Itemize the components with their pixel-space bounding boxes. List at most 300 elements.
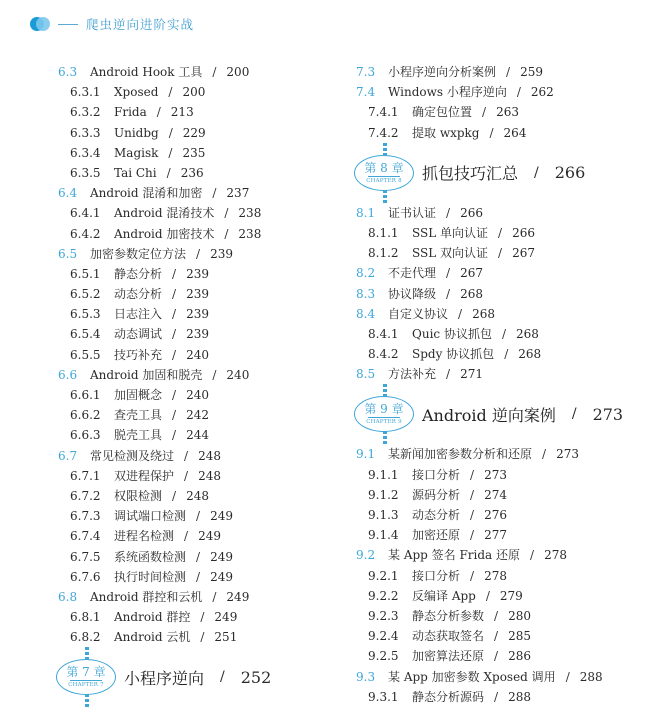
toc-left-column (58, 62, 338, 707)
entry-number: 6.7 (58, 448, 78, 463)
chapter-badge-label: 第 8 章 (364, 160, 404, 175)
entry-number: 9.1.4 (368, 528, 399, 543)
chapter-badge (354, 155, 414, 191)
toc-subsection-entry[interactable] (356, 687, 656, 707)
separator: / (446, 367, 451, 382)
entry-number: 9.2.2 (368, 588, 399, 603)
toc-subsection-entry[interactable] (58, 425, 338, 445)
entry-page: 200 (182, 85, 206, 100)
entry-number: 6.8.2 (70, 630, 101, 645)
entry-page: 278 (484, 568, 507, 583)
separator: / (200, 610, 205, 625)
toc-subsection-entry[interactable] (356, 465, 656, 485)
separator: / (458, 306, 463, 321)
entry-page: 249 (210, 549, 233, 564)
separator: / (494, 649, 499, 664)
separator: / (168, 85, 173, 100)
entry-page: 248 (198, 468, 221, 483)
toc-section-entry[interactable] (356, 284, 656, 304)
entry-number: 8.4 (356, 306, 376, 321)
entry-number: 6.5.1 (70, 266, 101, 281)
separator: / (470, 487, 475, 502)
toc-subsection-entry[interactable] (58, 284, 338, 304)
entry-number: 8.4.2 (368, 347, 399, 362)
entry-page: 276 (484, 508, 507, 522)
entry-number: 6.3 (58, 65, 78, 79)
separator: / (482, 105, 487, 120)
separator: / (498, 246, 503, 261)
chapter-title: 抓包技巧汇总 (422, 164, 519, 184)
entry-page: 249 (210, 509, 233, 524)
entry-title: 双进程保护 (114, 468, 175, 483)
entry-number: 8.1 (356, 205, 376, 220)
entry-number: 8.5 (356, 367, 376, 382)
chapter-page: 266 (554, 163, 586, 183)
entry-title: 加密参数定位方法 (90, 246, 187, 261)
entry-page: 259 (520, 65, 543, 79)
entry-number: 8.3 (356, 286, 376, 301)
toc-section-entry[interactable] (356, 82, 656, 102)
entry-page: 242 (186, 408, 209, 423)
entry-page: 273 (484, 467, 507, 482)
entry-title: Android 混淆和加密 (90, 186, 203, 201)
separator: / (172, 388, 177, 402)
entry-title: 进程名检测 (114, 529, 175, 544)
separator: / (470, 467, 475, 482)
toc-subsection-entry[interactable] (58, 163, 338, 183)
entry-number: 6.6.2 (70, 408, 101, 423)
dotted-connector-icon (383, 431, 387, 444)
entry-title: Spdy 协议抓包 (412, 347, 495, 362)
toc-section-entry[interactable] (356, 545, 656, 565)
entry-number: 9.1 (356, 447, 376, 462)
entry-title: 动态调试 (114, 327, 163, 342)
separator: / (534, 164, 539, 181)
toc-subsection-entry[interactable] (58, 405, 338, 425)
toc-subsection-entry[interactable] (58, 567, 338, 587)
separator: / (446, 286, 451, 301)
entry-number: 6.8 (58, 589, 78, 604)
toc-subsection-entry[interactable] (356, 646, 656, 666)
toc-subsection-entry[interactable] (58, 143, 338, 163)
toc-section-entry[interactable] (356, 263, 656, 283)
entry-number: 6.7.6 (70, 569, 101, 584)
separator: / (184, 468, 189, 483)
entry-page: 213 (170, 105, 194, 120)
entry-title: 动态分析 (114, 287, 163, 302)
header-rule (58, 24, 78, 25)
entry-title: 某 App 加密参数 Xposed 调用 (388, 669, 556, 684)
toc-subsection-entry[interactable] (58, 547, 338, 567)
entry-title: 小程序逆向分析案例 (388, 65, 497, 79)
toc-section-entry[interactable] (58, 446, 338, 466)
entry-page: 239 (186, 266, 209, 281)
toc-subsection-entry[interactable] (58, 102, 338, 122)
entry-title: 系统函数检测 (114, 549, 187, 564)
separator: / (224, 206, 229, 221)
entry-page: 240 (226, 367, 250, 382)
separator: / (200, 630, 205, 645)
separator: / (184, 529, 189, 544)
entry-title: 方法补充 (388, 367, 437, 382)
chapter-badge-en: CHAPTER 8 (366, 177, 402, 184)
entry-number: 9.3 (356, 669, 376, 684)
separator: / (172, 428, 177, 443)
entry-title: 协议降级 (388, 286, 437, 301)
entry-number: 9.2 (356, 548, 376, 563)
toc-section-entry[interactable] (356, 62, 656, 82)
separator: / (220, 669, 225, 686)
toc-subsection-entry[interactable] (356, 505, 656, 525)
separator: / (196, 549, 201, 564)
entry-number: 6.7.1 (70, 468, 101, 483)
entry-title: 加密还原 (412, 528, 461, 543)
entry-page: 238 (238, 206, 262, 221)
toc-subsection-entry[interactable] (356, 243, 656, 263)
entry-page: 262 (530, 85, 554, 100)
separator: / (446, 266, 451, 281)
separator: / (489, 125, 494, 140)
dotted-connector-icon (383, 190, 387, 203)
toc-subsection-entry[interactable] (58, 506, 338, 526)
entry-title: Android 群控和云机 (90, 589, 203, 604)
toc-chapter-heading[interactable] (356, 143, 656, 203)
toc-section-entry[interactable] (356, 667, 656, 687)
toc-chapter-heading[interactable] (356, 384, 656, 444)
entry-number: 9.1.1 (368, 467, 399, 482)
toc-subsection-entry[interactable] (58, 123, 338, 143)
entry-page: 249 (210, 569, 233, 584)
entry-number: 6.3.1 (70, 85, 101, 100)
entry-page: 277 (484, 528, 507, 543)
entry-page: 288 (579, 669, 603, 684)
toc-subsection-entry[interactable] (58, 526, 338, 546)
entry-title: Android 加密技术 (114, 226, 215, 241)
entry-page: 248 (198, 448, 221, 463)
entry-page: 266 (460, 205, 483, 220)
entry-page: 235 (182, 145, 206, 160)
entry-number: 9.3.1 (368, 689, 399, 704)
separator: / (196, 569, 201, 584)
dotted-connector-icon (85, 694, 89, 707)
book-title: 爬虫逆向进阶实战 (86, 17, 195, 32)
chapter-badge (56, 659, 116, 695)
toc-section-entry[interactable] (58, 365, 338, 385)
toc-section-entry[interactable] (356, 444, 656, 464)
entry-page: 263 (496, 105, 519, 120)
entry-title: Quic 协议抓包 (412, 326, 492, 341)
badge-divider (368, 176, 400, 177)
entry-title: Tai Chi (114, 165, 157, 180)
entry-number: 7.4.1 (368, 105, 399, 120)
entry-page: 239 (186, 287, 209, 302)
entry-number: 6.7.5 (70, 549, 101, 564)
toc-subsection-entry[interactable] (58, 385, 338, 405)
separator: / (212, 186, 217, 201)
entry-number: 9.2.3 (368, 608, 399, 623)
entry-page: 229 (182, 125, 206, 140)
toc-subsection-entry[interactable] (356, 626, 656, 646)
entry-number: 6.3.4 (70, 145, 101, 160)
entry-page: 271 (460, 367, 483, 382)
separator: / (172, 408, 177, 423)
toc-subsection-entry[interactable] (356, 344, 656, 364)
separator: / (446, 205, 451, 220)
entry-title: Android Hook 工具 (90, 65, 203, 79)
toc-section-entry[interactable] (356, 364, 656, 384)
entry-page: 267 (512, 246, 535, 261)
entry-title: Unidbg (114, 125, 159, 140)
entry-title: 权限检测 (114, 488, 163, 503)
entry-title: SSL 双向认证 (412, 246, 489, 261)
toc-subsection-entry[interactable] (58, 264, 338, 284)
separator: / (172, 488, 177, 503)
separator: / (156, 105, 161, 120)
separator: / (506, 65, 511, 79)
chapter-page: 273 (592, 404, 624, 424)
separator: / (565, 669, 570, 684)
separator: / (504, 347, 509, 362)
separator: / (172, 347, 177, 362)
entry-page: 238 (238, 226, 262, 241)
entry-title: 加密算法还原 (412, 649, 485, 664)
entry-title: Android 云机 (114, 630, 191, 645)
toc-chapter-heading[interactable] (58, 647, 338, 707)
entry-title: Magisk (114, 145, 159, 160)
chapter-badge-label: 第 9 章 (364, 402, 404, 417)
entry-number: 8.2 (356, 266, 376, 281)
toc-section-entry[interactable] (356, 304, 656, 324)
separator: / (166, 165, 171, 180)
toc-subsection-entry[interactable] (58, 203, 338, 223)
entry-title: 接口分析 (412, 467, 461, 482)
entry-number: 6.8.1 (70, 610, 101, 625)
entry-number: 9.2.1 (368, 568, 399, 583)
separator: / (498, 225, 503, 240)
toc-section-entry[interactable] (58, 183, 338, 203)
entry-number: 6.3.3 (70, 125, 101, 140)
separator: / (485, 588, 490, 603)
dotted-connector-icon (85, 647, 89, 660)
separator: / (196, 246, 201, 261)
entry-page: 237 (226, 186, 250, 201)
entry-title: 某新闻加密参数分析和还原 (388, 447, 533, 462)
entry-page: 239 (186, 307, 209, 322)
separator: / (494, 629, 499, 644)
entry-title: 执行时间检测 (114, 569, 187, 584)
badge-divider (368, 417, 400, 418)
toc-section-entry[interactable] (58, 587, 338, 607)
separator: / (196, 509, 201, 524)
entry-title: Android 加固和脱壳 (90, 367, 203, 382)
toc-subsection-entry[interactable] (356, 566, 656, 586)
separator: / (224, 226, 229, 241)
entry-page: 249 (226, 589, 250, 604)
badge-divider (70, 680, 102, 681)
entry-number: 6.3.5 (70, 165, 101, 180)
entry-number: 6.6 (58, 367, 78, 382)
page-header (30, 14, 194, 34)
toc-subsection-entry[interactable] (356, 324, 656, 344)
entry-number: 6.7.4 (70, 529, 101, 544)
entry-page: 288 (508, 689, 531, 704)
entry-title: 加固概念 (114, 388, 163, 402)
toc-subsection-entry[interactable] (356, 223, 656, 243)
separator: / (184, 448, 189, 463)
separator: / (172, 266, 177, 281)
entry-page: 274 (484, 487, 507, 502)
entry-page: 249 (198, 529, 221, 544)
toc-subsection-entry[interactable] (58, 224, 338, 244)
entry-page: 251 (214, 630, 238, 645)
entry-title: Frida (114, 105, 147, 120)
entry-number: 6.3.2 (70, 105, 101, 120)
separator: / (501, 326, 506, 341)
entry-page: 240 (186, 347, 209, 362)
entry-title: 脱壳工具 (114, 428, 163, 443)
separator: / (494, 608, 499, 623)
entry-title: 查壳工具 (114, 408, 163, 423)
dotted-connector-icon (383, 143, 387, 156)
toc-subsection-entry[interactable] (356, 586, 656, 606)
entry-page: 268 (518, 347, 542, 362)
entry-number: 8.1.1 (368, 225, 399, 240)
entry-number: 6.7.2 (70, 488, 101, 503)
separator: / (470, 568, 475, 583)
chapter-badge (354, 396, 414, 432)
entry-number: 6.4.1 (70, 206, 101, 221)
entry-title: 源码分析 (412, 487, 461, 502)
entry-title: 确定包位置 (412, 105, 473, 120)
entry-title: 常见检测及绕过 (90, 448, 175, 463)
entry-page: 273 (556, 447, 579, 462)
entry-title: 调试端口检测 (114, 509, 187, 524)
entry-number: 6.5.2 (70, 287, 101, 302)
entry-number: 6.4.2 (70, 226, 101, 241)
entry-page: 280 (508, 608, 531, 623)
entry-number: 6.5.3 (70, 307, 101, 322)
separator: / (494, 689, 499, 704)
toc-subsection-entry[interactable] (356, 102, 656, 122)
entry-page: 268 (460, 286, 483, 301)
toc-right-column (356, 62, 656, 707)
entry-number: 6.7.3 (70, 509, 101, 524)
entry-number: 6.4 (58, 186, 78, 201)
entry-title: 反编译 App (412, 588, 476, 603)
toc-subsection-entry[interactable] (58, 486, 338, 506)
toc-subsection-entry[interactable] (58, 466, 338, 486)
toc-section-entry[interactable] (356, 203, 656, 223)
toc-section-entry[interactable] (58, 62, 338, 82)
toc-subsection-entry[interactable] (356, 525, 656, 545)
separator: / (212, 589, 217, 604)
chapter-page: 252 (240, 667, 272, 687)
chapter-badge-label: 第 7 章 (66, 665, 106, 680)
entry-page: 264 (503, 125, 527, 140)
separator: / (516, 85, 521, 100)
toc-subsection-entry[interactable] (58, 627, 338, 647)
entry-page: 286 (508, 649, 531, 664)
entry-page: 236 (180, 165, 204, 180)
entry-page: 268 (516, 326, 539, 341)
toc-subsection-entry[interactable] (58, 607, 338, 627)
dotted-connector-icon (383, 384, 387, 397)
entry-number: 6.5.5 (70, 347, 101, 362)
entry-title: 自定义协议 (388, 306, 449, 321)
entry-number: 9.1.2 (368, 487, 399, 502)
separator: / (172, 287, 177, 302)
entry-number: 6.5 (58, 246, 78, 261)
entry-number: 7.3 (356, 65, 376, 79)
book-logo-icon (30, 17, 50, 31)
toc-subsection-entry[interactable] (58, 304, 338, 324)
toc-subsection-entry[interactable] (58, 82, 338, 102)
toc-section-entry[interactable] (58, 244, 338, 264)
separator: / (212, 367, 217, 382)
entry-title: 接口分析 (412, 568, 461, 583)
entry-page: 285 (508, 629, 531, 644)
entry-page: 268 (472, 306, 495, 321)
entry-title: 提取 wxpkg (412, 125, 480, 140)
separator: / (470, 528, 475, 543)
entry-number: 9.2.4 (368, 629, 399, 644)
chapter-title: Android 逆向案例 (422, 405, 556, 425)
entry-number: 6.6.1 (70, 388, 101, 402)
chapter-badge-en: CHAPTER 9 (366, 419, 402, 426)
entry-page: 239 (186, 327, 209, 342)
entry-title: 静态分析 (114, 266, 163, 281)
entry-title: 不走代理 (388, 266, 437, 281)
entry-title: 动态获取签名 (412, 629, 485, 644)
separator: / (470, 508, 475, 522)
entry-number: 8.4.1 (368, 326, 399, 341)
entry-title: 动态分析 (412, 508, 461, 522)
entry-title: Android 混淆技术 (114, 206, 215, 221)
entry-number: 6.6.3 (70, 428, 101, 443)
entry-title: Android 群控 (114, 610, 191, 625)
entry-page: 240 (186, 388, 209, 402)
entry-title: SSL 单向认证 (412, 225, 489, 240)
entry-page: 278 (544, 548, 567, 563)
entry-number: 7.4 (356, 85, 376, 100)
separator: / (168, 125, 173, 140)
entry-title: 静态分析参数 (412, 608, 485, 623)
entry-title: 某 App 签名 Frida 还原 (388, 548, 521, 563)
entry-number: 9.2.5 (368, 649, 399, 664)
separator: / (530, 548, 535, 563)
separator: / (172, 307, 177, 322)
entry-page: 279 (499, 588, 523, 603)
entry-page: 266 (512, 225, 535, 240)
toc-subsection-entry[interactable] (58, 324, 338, 344)
separator: / (212, 65, 217, 79)
entry-title: 证书认证 (388, 205, 437, 220)
toc-subsection-entry[interactable] (356, 123, 656, 143)
toc-subsection-entry[interactable] (356, 485, 656, 505)
entry-title: 日志注入 (114, 307, 163, 322)
entry-page: 248 (186, 488, 209, 503)
chapter-badge-en: CHAPTER 7 (68, 682, 104, 689)
entry-page: 200 (226, 65, 250, 79)
separator: / (542, 447, 547, 462)
toc-subsection-entry[interactable] (58, 345, 338, 365)
entry-number: 7.4.2 (368, 125, 399, 140)
toc-subsection-entry[interactable] (356, 606, 656, 626)
entry-page: 239 (210, 246, 233, 261)
separator: / (571, 406, 577, 423)
entry-number: 6.5.4 (70, 327, 101, 342)
separator: / (172, 327, 177, 342)
